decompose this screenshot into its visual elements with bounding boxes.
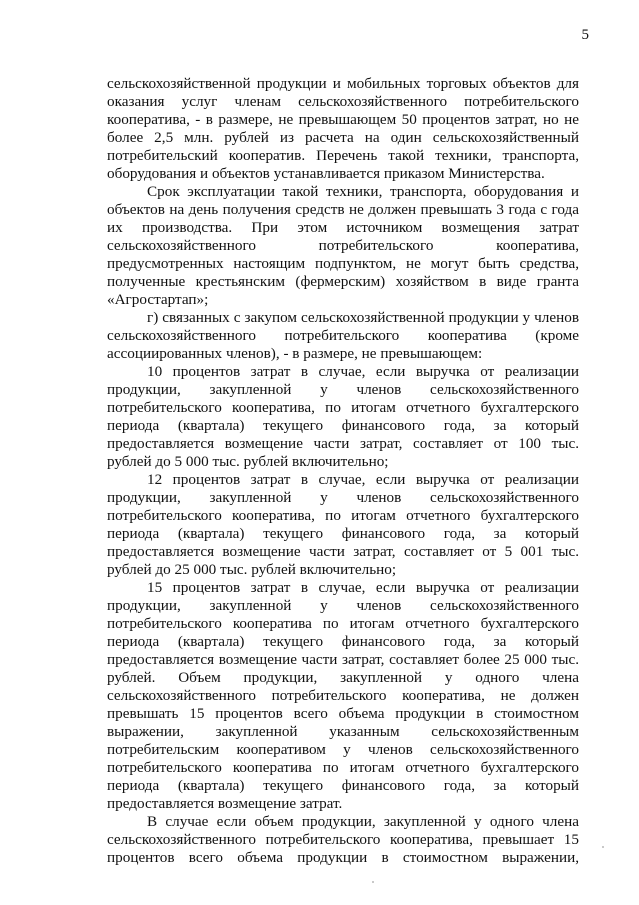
paragraph-service-life: Срок эксплуатации такой техники, транспорта, оборудования и объектов на день получения средств не должен превышать 3 года с года их производства. При этом источником возмещения затрат сельскохозяйственного потребительского кооператива, предусмотренных настоящим подпунктом, не могут быть средства, полученные крестьянским (фермерским) хозяйством в виде гранта «Агростартап»; xyxy=(107,183,579,308)
paragraph-equipment-costs: сельскохозяйственной продукции и мобильных торговых объектов для оказания услуг членам сельскохозяйственного потребительского кооператива, - в размере, не превышающем 50 процентов затрат, но не более 2,5 млн. рублей из расчета на один сельскохозяйственный потребительский кооператив. Перечень такой техники, транспорта, оборудования и объектов устанавливается приказом Министерства. xyxy=(107,75,579,182)
paragraph-ten-percent: 10 процентов затрат в случае, если выручка от реализации продукции, закупленной у членов сельскохозяйственного потребительского кооператива, по итогам отчетного бухгалтерского периода (квартала) текущего финансового года, за который предоставляется возмещение части затрат, составляет от 100 тыс. рублей до 5 000 тыс. рублей включительно; xyxy=(107,363,579,470)
scan-speck xyxy=(372,881,374,883)
page-number: 5 xyxy=(581,27,589,43)
paragraph-purchase-costs: г) связанных с закупом сельскохозяйственной продукции у членов сельскохозяйственного потребительского кооператива (кроме ассоциированных членов), - в размере, не превышающем: xyxy=(107,309,579,362)
paragraph-fifteen-percent: 15 процентов затрат в случае, если выручка от реализации продукции, закупленной у членов сельскохозяйственного потребительского кооператива по итогам отчетного бухгалтерского периода (квартала) текущего финансового года, за который предоставляется возмещение части затрат, составляет более 25 000 тыс. рублей. Объем продукции, закупленной у одного члена сельскохозяйственного потребительского кооператива, не должен превышать 15 процентов всего объема продукции в стоимостном выражении, закупленной указанным сельскохозяйственным потребительским кооперативом у членов сельскохозяйственного потребительского кооператива по итогам отчетного бухгалтерского периода (квартала) текущего финансового года, за который предоставляется возмещение затрат. xyxy=(107,579,579,812)
document-body xyxy=(107,75,579,867)
paragraph-twelve-percent: 12 процентов затрат в случае, если выручка от реализации продукции, закупленной у членов сельскохозяйственного потребительского кооператива, по итогам отчетного бухгалтерского периода (квартала) текущего финансового года, за который предоставляется возмещение части затрат, составляет от 5 001 тыс. рублей до 25 000 тыс. рублей включительно; xyxy=(107,471,579,578)
paragraph-excess-volume: В случае если объем продукции, закупленной у одного члена сельскохозяйственного потребительского кооператива, превышает 15 процентов всего объема продукции в стоимостном выражении, xyxy=(107,813,579,866)
scan-speck xyxy=(602,846,604,848)
